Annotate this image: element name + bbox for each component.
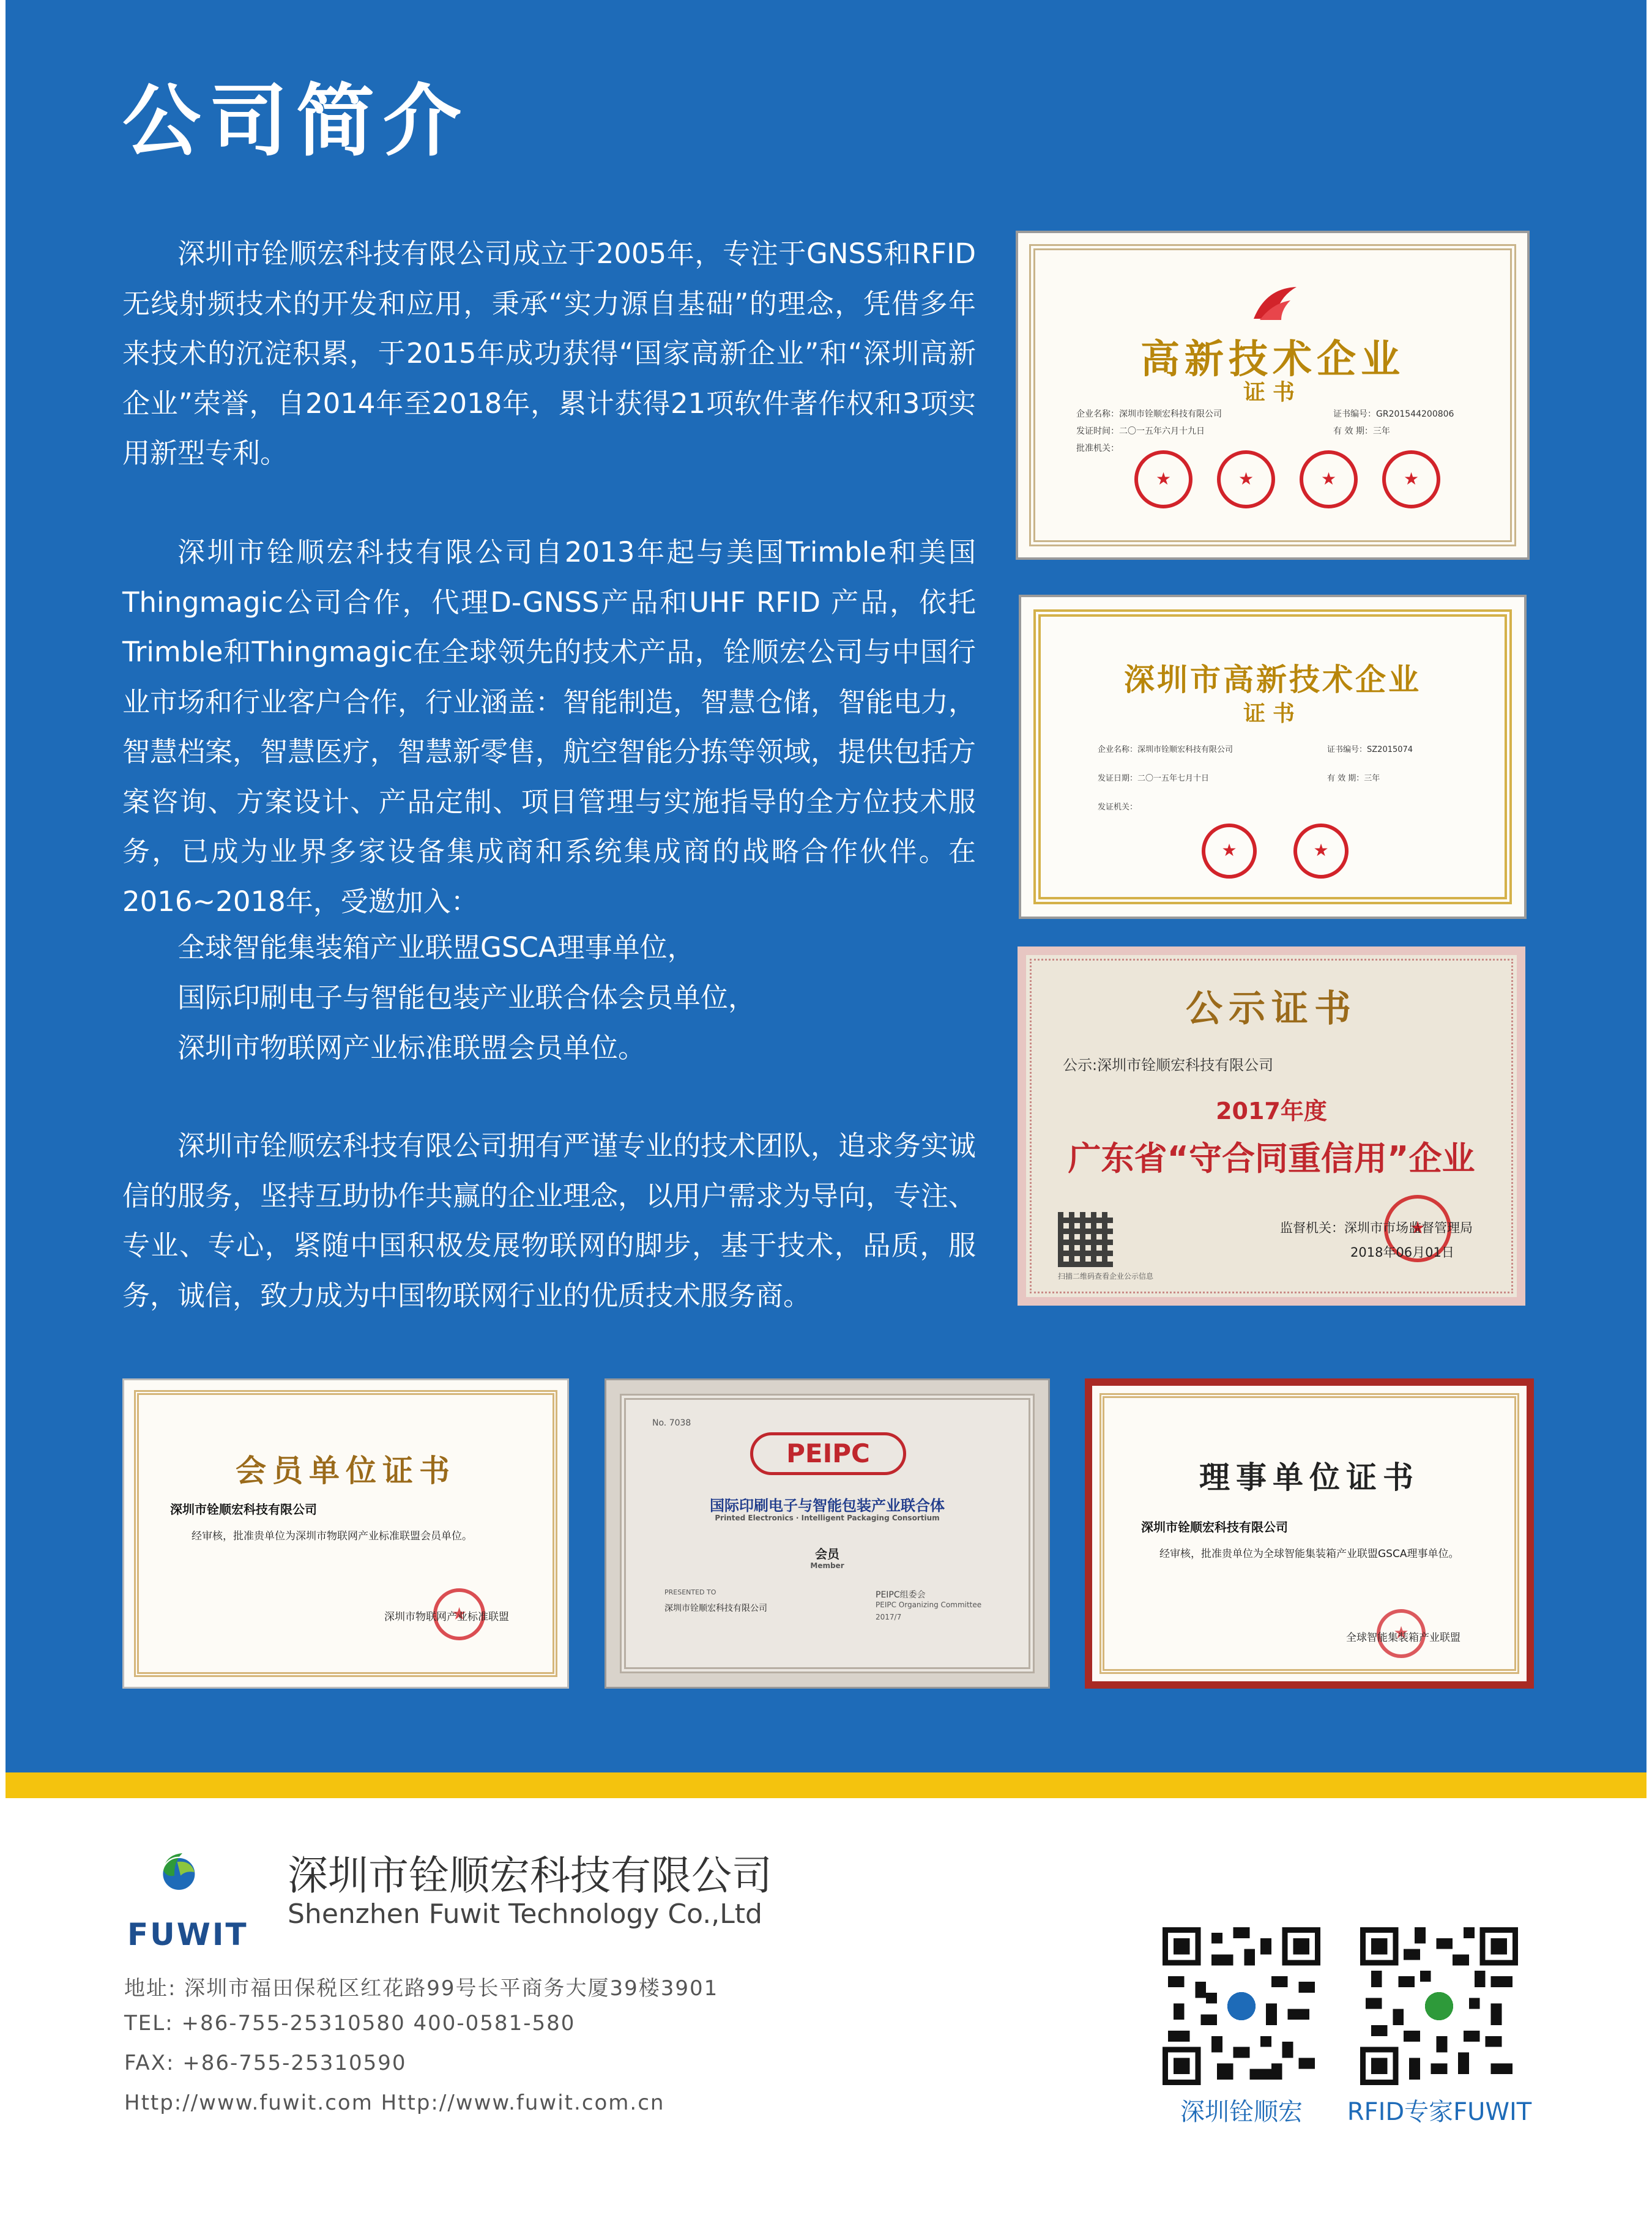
issuer: 全球智能集装箱产业联盟 — [1346, 1632, 1460, 1644]
member-level-cn: 会员 — [815, 1547, 839, 1561]
field-label: 有 效 期： — [1333, 426, 1373, 436]
membership-item: 全球智能集装箱产业联盟GSCA理事单位， — [177, 931, 695, 964]
certificate-body: 经审核，批准贵单位为深圳市物联网产业标准联盟会员单位。 — [192, 1530, 472, 1542]
field-label: 证书编号： — [1327, 745, 1367, 754]
award-year: 2017年度 — [1216, 1098, 1327, 1125]
red-seal-icon — [1134, 450, 1192, 508]
company-name: 深圳市铨顺宏科技有限公司 — [1137, 745, 1233, 754]
field-label: 发证时间： — [1076, 426, 1119, 436]
certificate-number: GR201544200806 — [1376, 409, 1454, 419]
presented-label: PRESENTED TO — [664, 1588, 716, 1596]
qr-label: RFID专家FUWIT — [1347, 2098, 1532, 2126]
company-line: 公示:深圳市铨顺宏科技有限公司 — [1063, 1057, 1274, 1074]
membership-list — [177, 923, 756, 1073]
certificate-public-notice — [1018, 946, 1525, 1306]
red-seal-icon — [1293, 824, 1349, 879]
certificate-title: 深圳市高新技术企业 — [1124, 661, 1421, 697]
certificate-subtitle: 证书 — [1243, 380, 1302, 405]
fuwit-logo — [122, 1839, 263, 1952]
presented-to: 深圳市铨顺宏科技有限公司 — [664, 1604, 767, 1613]
page-title: 公司简介 — [122, 75, 471, 167]
certificate-number: No. 7038 — [652, 1418, 691, 1428]
membership-item: 国际印刷电子与智能包装产业联合体会员单位， — [177, 981, 756, 1014]
company-name-en: Shenzhen Fuwit Technology Co.,Ltd — [288, 1898, 762, 1930]
qr-label: 深圳铨顺宏 — [1180, 2098, 1303, 2126]
certificate-body: 经审核，批准贵单位为全球智能集装箱产业联盟GSCA理事单位。 — [1159, 1548, 1459, 1560]
certificate-director-unit — [1085, 1378, 1534, 1689]
award-honor: 广东省“守合同重信用”企业 — [1068, 1139, 1475, 1178]
field-label: 发证日期： — [1098, 774, 1138, 783]
certificate-field — [1076, 425, 1205, 437]
certificate-field — [1327, 772, 1380, 783]
member-level-en: Member — [810, 1561, 844, 1570]
red-seal-icon — [1300, 450, 1358, 508]
intro-paragraph-1: 深圳市铨顺宏科技有限公司成立于2005年，专注于GNSS和RFID无线射频技术的开发和应用，秉承“实力源自基础”的理念，凭借多年来技术的沉淀积累，于2015年成功获得“国家高新企业”和“深圳高新企业”荣誉，自2014年至2018年，累计获得21项软件著作权和3项实用新型专利。 — [122, 237, 976, 469]
validity: 三年 — [1364, 774, 1380, 783]
gold-frame — [1033, 609, 1512, 904]
validity: 三年 — [1372, 426, 1390, 436]
field-label: 发证机关： — [1098, 803, 1138, 812]
certificate-field — [1098, 772, 1209, 783]
footnote: 扫描二维码查看企业公示信息 — [1058, 1272, 1154, 1281]
certificate-shenzhen-high-tech — [1019, 595, 1527, 919]
certificate-member-unit — [122, 1378, 569, 1689]
committee-cn: PEIPC组委会 — [876, 1590, 926, 1600]
certificate-number: SZ2015074 — [1367, 745, 1413, 754]
issue-date: 2018年06月01日 — [1350, 1245, 1454, 1260]
company-name: 深圳市铨顺宏科技有限公司 — [170, 1502, 317, 1517]
issue-date: 二〇一五年六月十九日 — [1119, 426, 1205, 436]
certificate-field — [1076, 407, 1222, 420]
intro-paragraph-3: 深圳市铨顺宏科技有限公司拥有严谨专业的技术团队，追求务实诚信的服务，坚持互助协作共赢的企业理念，以用户需求为导向，专注、专业、专心，紧随中国积极发展物联网的脚步，基于技术，品质，服务，诚信，致力成为中国物联网行业的优质技术服务商。 — [122, 1129, 977, 1312]
logo-text: PEIPC — [786, 1438, 870, 1468]
field-label: 批准机关： — [1076, 444, 1119, 453]
certificate-title: 高新技术企业 — [1140, 337, 1405, 382]
red-seal-icon — [1217, 450, 1275, 508]
website: Http://www.fuwit.com Http://www.fuwit.com.cn — [124, 2091, 665, 2115]
emblem-icon — [1248, 282, 1303, 325]
company-name: 深圳市铨顺宏科技有限公司 — [1119, 409, 1222, 419]
issuer: 深圳市物联网产业标准联盟 — [384, 1611, 509, 1623]
committee-en: PEIPC Organizing Committee — [876, 1601, 982, 1609]
issue-date: 二〇一五年七月十日 — [1137, 774, 1210, 783]
field-label: 有 效 期： — [1327, 774, 1364, 783]
field-label: 企业名称： — [1076, 409, 1119, 419]
qr-code-icon[interactable] — [1163, 1927, 1320, 2085]
red-seal-icon — [1202, 824, 1257, 879]
field-label: 企业名称： — [1098, 745, 1138, 754]
globe-leaf-icon — [153, 1839, 233, 1906]
yellow-accent-bar — [6, 1772, 1646, 1798]
red-seal-icon — [1382, 450, 1440, 508]
telephone: TEL: +86-755-25310580 400-0581-580 — [124, 2011, 576, 2036]
certificate-subtitle: 证书 — [1243, 701, 1302, 726]
certificate-peipc — [605, 1378, 1050, 1689]
issuer: 监督机关：深圳市市场监督管理局 — [1280, 1221, 1473, 1235]
intro-paragraph-2: 深圳市铨顺宏科技有限公司自2013年起与美国Trimble和美国Thingmagic公司合作，代理D-GNSS产品和UHF RFID 产品，依托Trimble和Thingmagic在全球领先的技术产品，铨顺宏公司与中国行业市场和行业客户合作，行业涵盖：智能制造，智慧仓储，智能电力，智慧档案，智慧医疗，智慧新零售，航空智能分拣等领域，提供包括方案咨询、方案设计、产品定制、项目管理与实施指导的全方位技术服务，已成为业界多家设备集成商和系统集成商的战略合作伙伴。在2016~2018年，受邀加入： — [122, 536, 977, 918]
certificate-title: 理事单位证书 — [1199, 1459, 1419, 1495]
company-name: 深圳市铨顺宏科技有限公司 — [1141, 1520, 1288, 1534]
qr-code-icon[interactable] — [1360, 1927, 1518, 2085]
certificate-title: 会员单位证书 — [236, 1452, 456, 1489]
qr-code-icon — [1058, 1212, 1113, 1267]
certificate-field — [1333, 425, 1390, 437]
organization-name-en: Printed Electronics · Intelligent Packaging Consortium — [715, 1514, 940, 1522]
logo-text: FUWIT — [127, 1917, 248, 1952]
membership-item: 深圳市物联网产业标准联盟会员单位。 — [177, 1032, 646, 1064]
peipc-logo — [750, 1432, 906, 1475]
address: 地址: 深圳市福田保税区红花路99号长平商务大厦39楼3901 — [124, 1976, 719, 2001]
field-label: 证书编号： — [1333, 409, 1376, 419]
issue-date: 2017/7 — [876, 1613, 902, 1621]
certificate-field — [1327, 743, 1413, 754]
certificate-field — [1098, 743, 1233, 754]
certificate-national-high-tech — [1016, 231, 1530, 560]
fax: FAX: +86-755-25310590 — [124, 2051, 407, 2075]
company-name-cn: 深圳市铨顺宏科技有限公司 — [288, 1852, 772, 1899]
certificate-title: 公示证书 — [1186, 987, 1357, 1030]
organization-name-cn: 国际印刷电子与智能包装产业联合体 — [710, 1497, 945, 1514]
certificate-field — [1333, 407, 1454, 420]
